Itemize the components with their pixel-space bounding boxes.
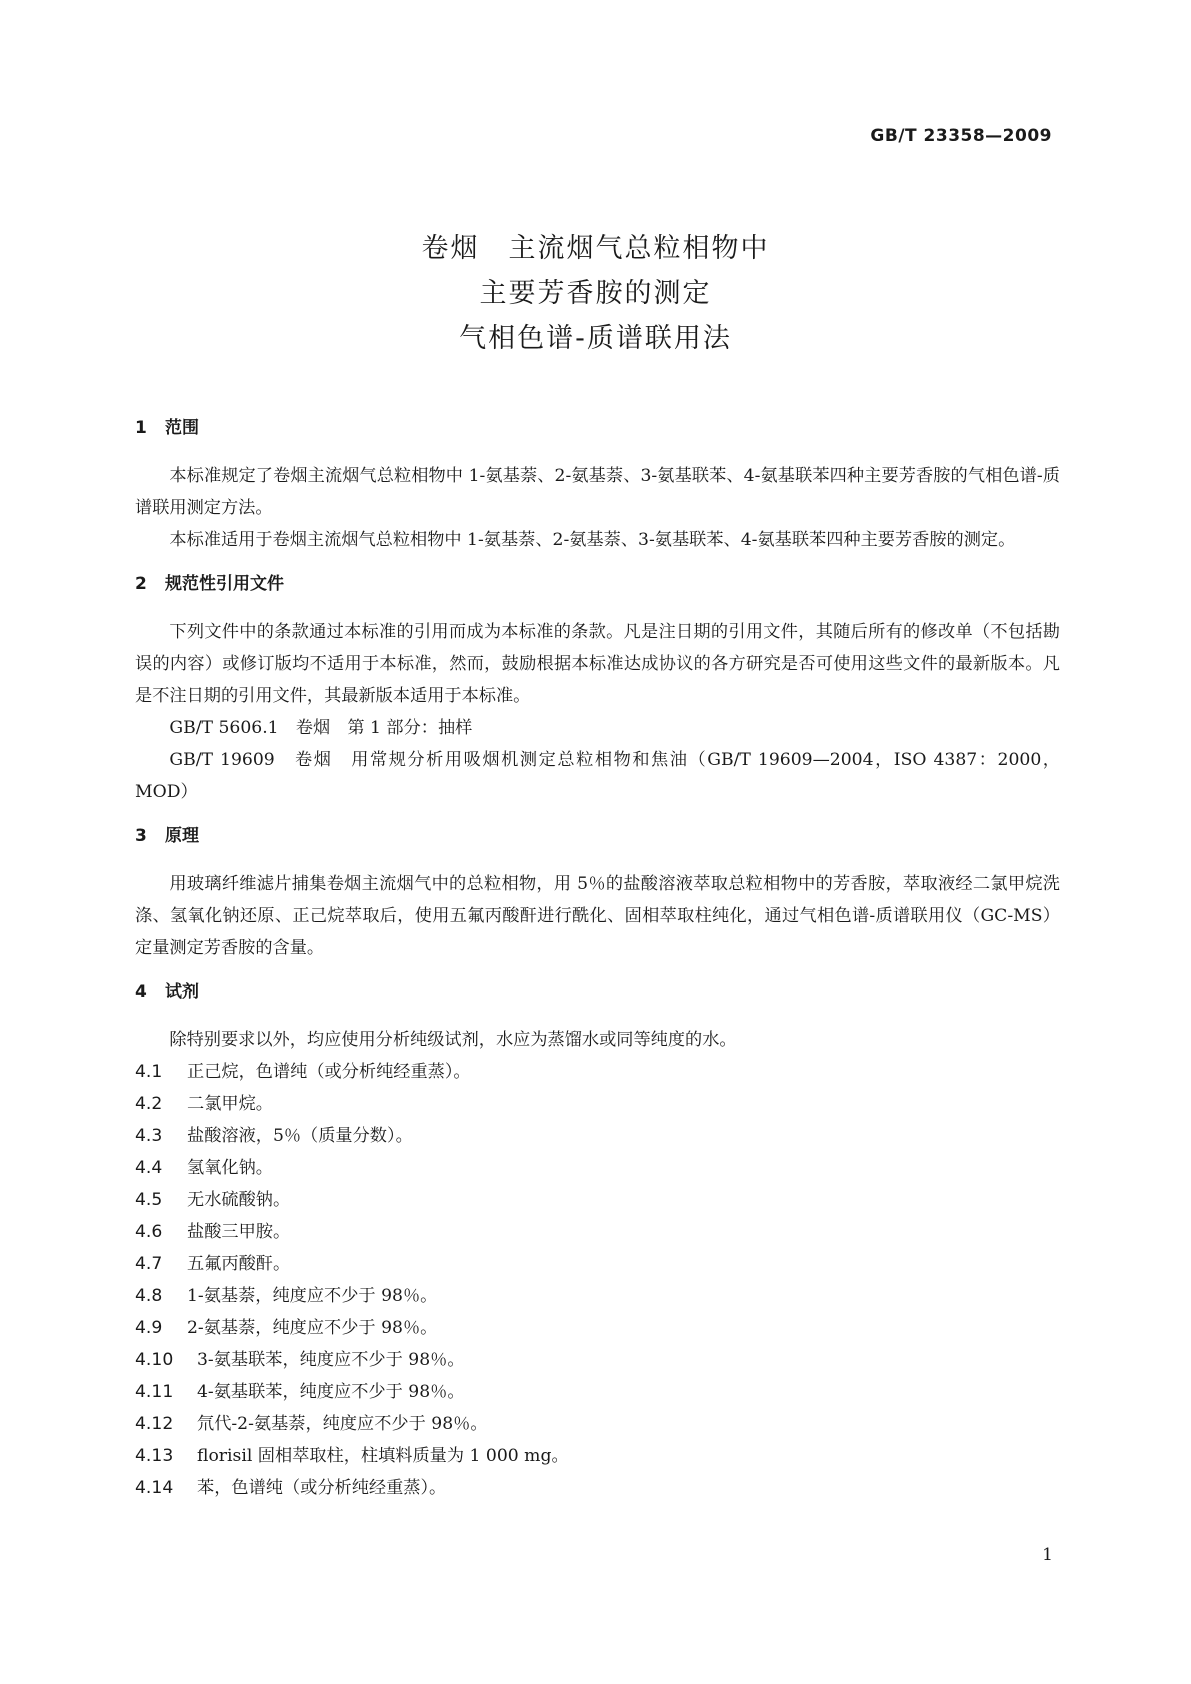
document-body xyxy=(135,412,1060,1504)
reagent-item xyxy=(135,1216,1060,1248)
reagent-item xyxy=(135,1152,1060,1184)
reagent-item xyxy=(135,1440,1060,1472)
item-number: 4.8 xyxy=(135,1286,163,1306)
reagent-item xyxy=(135,1376,1060,1408)
reagent-item xyxy=(135,1344,1060,1376)
scope-paragraph-1: 本标准规定了卷烟主流烟气总粒相物中 1-氨基萘、2-氨基萘、3-氨基联苯、4-氨基联苯四种主要芳香胺的气相色谱-质谱联用测定方法。 xyxy=(135,466,1060,518)
reagent-item xyxy=(135,1120,1060,1152)
section-number: 3 xyxy=(135,826,147,846)
item-text: 2-氨基萘，纯度应不少于 98％。 xyxy=(187,1318,438,1338)
section-heading-scope xyxy=(135,412,1060,444)
reagent-item xyxy=(135,1184,1060,1216)
section-title: 试剂 xyxy=(165,982,199,1002)
item-number: 4.7 xyxy=(135,1254,163,1274)
section-title: 原理 xyxy=(165,826,199,846)
references-paragraph: 下列文件中的条款通过本标准的引用而成为本标准的条款。凡是注日期的引用文件，其随后所有的修改单（不包括勘误的内容）或修订版均不适用于本标准，然而，鼓励根据本标准达成协议的各方研究是否可使用这些文件的最新版本。凡是不注日期的引用文件，其最新版本适用于本标准。 xyxy=(135,622,1060,706)
item-number: 4.12 xyxy=(135,1414,174,1434)
reagent-item xyxy=(135,1248,1060,1280)
item-number: 4.6 xyxy=(135,1222,163,1242)
section-number: 1 xyxy=(135,418,147,438)
principle-paragraph: 用玻璃纤维滤片捕集卷烟主流烟气中的总粒相物，用 5％的盐酸溶液萃取总粒相物中的芳香胺，萃取液经二氯甲烷洗涤、氢氧化钠还原、正己烷萃取后，使用五氟丙酸酐进行酰化、固相萃取柱纯化，通过气相色谱-质谱联用仪（GC-MS）定量测定芳香胺的含量。 xyxy=(135,874,1060,958)
item-text: 4-氨基联苯，纯度应不少于 98％。 xyxy=(197,1382,465,1402)
item-number: 4.1 xyxy=(135,1062,163,1082)
item-number: 4.14 xyxy=(135,1478,174,1498)
section-title: 规范性引用文件 xyxy=(165,574,284,594)
reagent-item xyxy=(135,1312,1060,1344)
section-number: 2 xyxy=(135,574,147,594)
reference-item-2: GB/T 19609 卷烟 用常规分析用吸烟机测定总粒相物和焦油（GB/T 19609—2004，ISO 4387：2000，MOD） xyxy=(135,750,1060,802)
item-text: 氘代-2-氨基萘，纯度应不少于 98％。 xyxy=(197,1414,488,1434)
item-text: 正己烷，色谱纯（或分析纯经重蒸）。 xyxy=(187,1062,471,1082)
item-number: 4.13 xyxy=(135,1446,174,1466)
section-title: 范围 xyxy=(165,418,199,438)
section-heading-reagents xyxy=(135,976,1060,1008)
reagents-intro: 除特别要求以外，均应使用分析纯级试剂，水应为蒸馏水或同等纯度的水。 xyxy=(169,1030,737,1050)
section-heading-references xyxy=(135,568,1060,600)
reagent-item xyxy=(135,1280,1060,1312)
title-line-2: 主要芳香胺的测定 xyxy=(479,278,712,309)
scope-paragraph-2: 本标准适用于卷烟主流烟气总粒相物中 1-氨基萘、2-氨基萘、3-氨基联苯、4-氨基联苯四种主要芳香胺的测定。 xyxy=(169,530,1016,550)
reference-item-1: GB/T 5606.1 卷烟 第 1 部分：抽样 xyxy=(169,718,473,738)
page-number: 1 xyxy=(1042,1545,1053,1565)
reagent-item xyxy=(135,1472,1060,1504)
item-text: 盐酸溶液，5％（质量分数）。 xyxy=(187,1126,413,1146)
standard-code: GB/T 23358—2009 xyxy=(870,126,1052,146)
item-text: 3-氨基联苯，纯度应不少于 98％。 xyxy=(197,1350,465,1370)
reagent-item xyxy=(135,1408,1060,1440)
item-text: florisil 固相萃取柱，柱填料质量为 1 000 mg。 xyxy=(197,1446,569,1466)
title-line-3: 气相色谱-质谱联用法 xyxy=(459,323,732,354)
item-text: 氢氧化钠。 xyxy=(187,1158,273,1178)
item-text: 苯，色谱纯（或分析纯经重蒸）。 xyxy=(197,1478,447,1498)
item-text: 五氟丙酸酐。 xyxy=(187,1254,291,1274)
item-text: 1-氨基萘，纯度应不少于 98％。 xyxy=(187,1286,438,1306)
item-number: 4.4 xyxy=(135,1158,163,1178)
item-number: 4.10 xyxy=(135,1350,174,1370)
section-number: 4 xyxy=(135,982,147,1002)
title-line-1: 卷烟 主流烟气总粒相物中 xyxy=(421,233,770,264)
item-text: 盐酸三甲胺。 xyxy=(187,1222,291,1242)
item-number: 4.5 xyxy=(135,1190,163,1210)
reagent-item xyxy=(135,1088,1060,1120)
item-number: 4.11 xyxy=(135,1382,174,1402)
section-heading-principle xyxy=(135,820,1060,852)
item-number: 4.9 xyxy=(135,1318,163,1338)
document-title xyxy=(0,226,1191,361)
item-number: 4.3 xyxy=(135,1126,163,1146)
item-text: 二氯甲烷。 xyxy=(187,1094,273,1114)
item-number: 4.2 xyxy=(135,1094,163,1114)
item-text: 无水硫酸钠。 xyxy=(187,1190,291,1210)
reagent-item xyxy=(135,1056,1060,1088)
